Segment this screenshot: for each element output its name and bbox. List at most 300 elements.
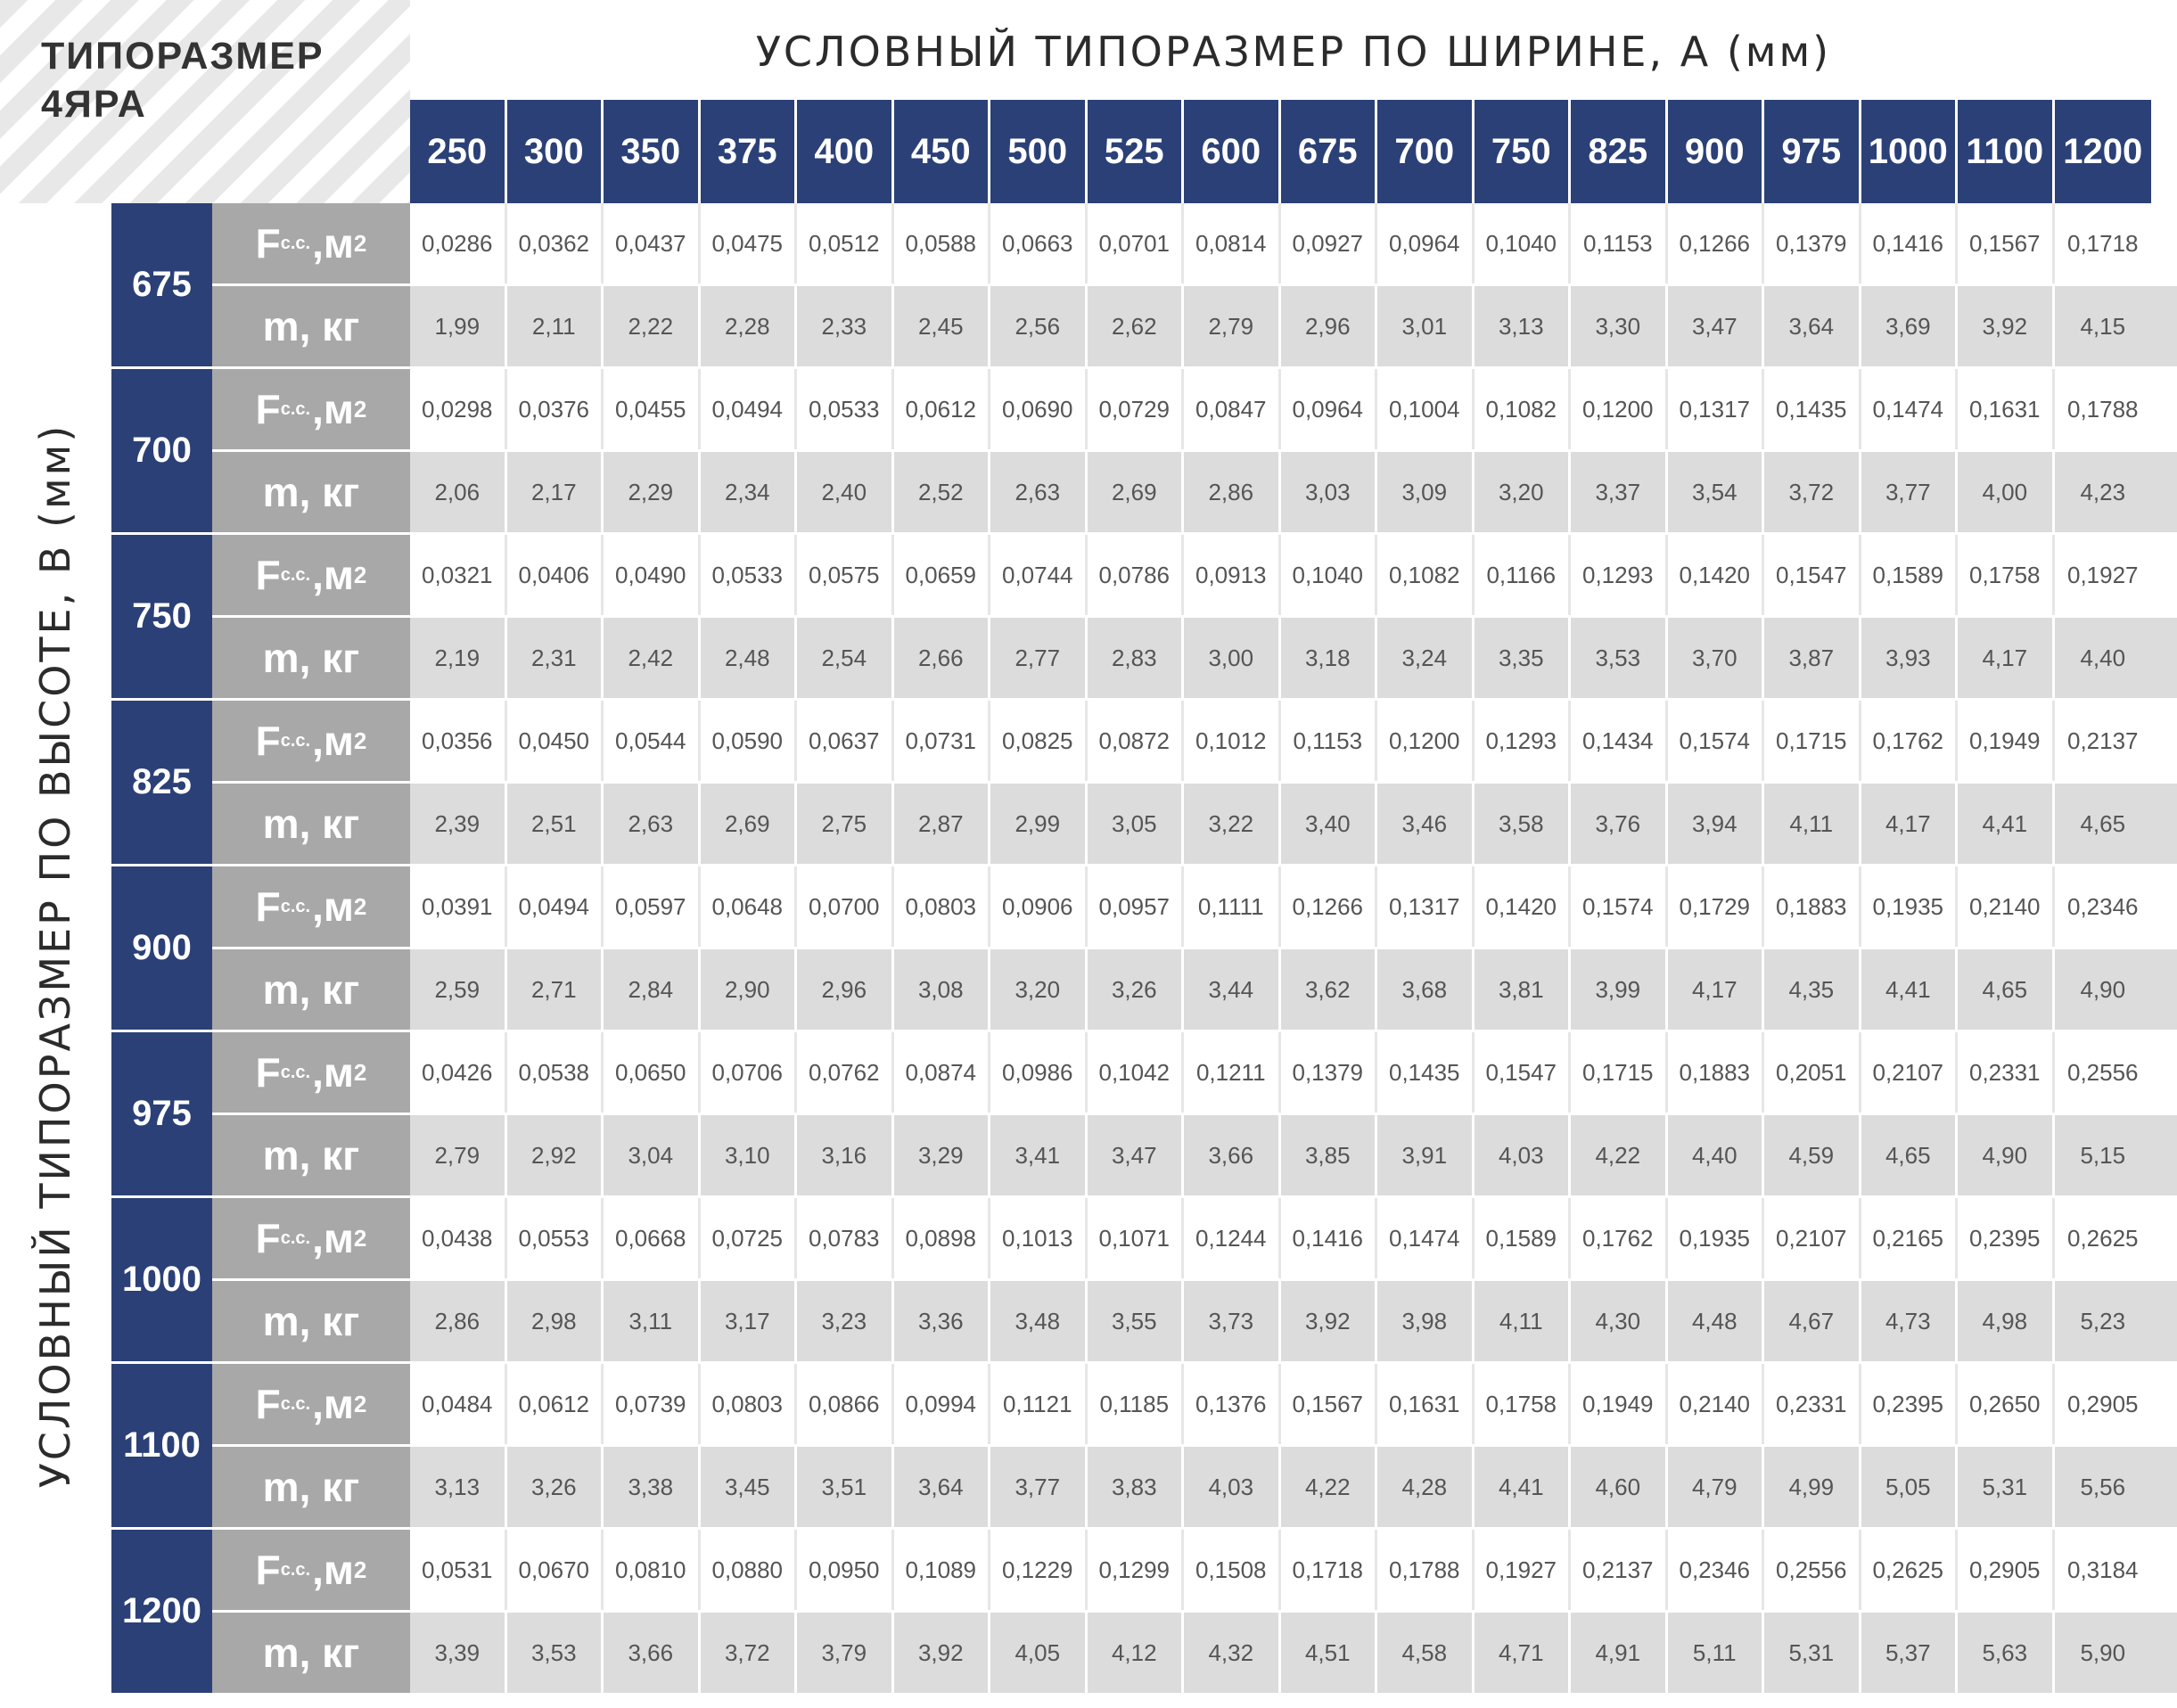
table-cell: 2,79 [410,1115,507,1195]
table-cell: 0,0590 [701,701,798,781]
table-cell: 3,62 [1281,949,1378,1030]
table-cell: 0,1589 [1475,1198,1572,1278]
area-param-label [212,369,410,449]
table-cell: 4,03 [1475,1115,1572,1195]
area-param-label [212,535,410,615]
table-cell: 5,31 [1764,1613,1861,1693]
table-cell: 0,2650 [1958,1364,2055,1444]
height-label: 975 [111,1032,212,1195]
table-cell: 0,1788 [2066,395,2139,423]
table-cell: 0,1935 [1861,866,1959,947]
param-label-part: с.с. [280,1062,311,1082]
table-cell: 4,40 [2080,644,2126,671]
table-cell: 0,1040 [1475,203,1572,283]
table-cell: 0,1883 [1764,866,1861,947]
table-cell: 0,0786 [1088,535,1185,615]
table-cell: 0,0512 [797,203,894,283]
height-label: 825 [111,701,212,864]
table-cell: 0,0450 [507,701,604,781]
table-cell: 3,39 [410,1613,507,1693]
table-cell: 0,0847 [1184,369,1281,449]
table-cell: 4,05 [990,1613,1088,1693]
table-cell: 0,1293 [1571,535,1668,615]
param-label-part: с.с. [280,730,311,751]
table-cell: 2,48 [701,618,798,698]
table-cell: 2,86 [410,1281,507,1361]
width-header-cell: 750 [1475,100,1572,203]
table-cell: 2,75 [797,784,894,864]
table-cell: 0,1042 [1088,1032,1185,1113]
mass-row [212,452,2177,532]
table-cell: 3,40 [1281,784,1378,864]
table-cell: 4,35 [1764,949,1861,1030]
table-cell: 3,64 [894,1447,991,1527]
table-cell: 2,69 [701,784,798,864]
table-cell: 0,1293 [1475,701,1572,781]
table-cell: 0,1379 [1281,1032,1378,1113]
param-label-part: ,м [312,718,354,764]
width-header-cell: 525 [1088,100,1185,203]
table-cell: 0,1416 [1861,203,1959,283]
area-row [212,369,2177,452]
table-cell: 0,1935 [1668,1198,1765,1278]
table-cell: 4,23 [2080,478,2126,505]
table-cell: 0,0362 [507,203,604,283]
table-cell: 3,26 [507,1447,604,1527]
mass-param-label: m, кг [212,618,410,698]
table-cell: 0,1718 [1281,1530,1378,1610]
mass-row [212,1281,2177,1361]
table-cell: 0,1574 [1668,701,1765,781]
table-cell: 3,04 [604,1115,701,1195]
table-cell: 0,2107 [1764,1198,1861,1278]
table-cell: 3,83 [1088,1447,1185,1527]
table-cell: 0,0406 [507,535,604,615]
table-cell: 3,22 [1184,784,1281,864]
area-row [212,535,2177,618]
table-cell: 2,40 [797,452,894,532]
table-cell: 2,87 [894,784,991,864]
table-cell: 3,10 [701,1115,798,1195]
table-cell: 0,2137 [1571,1530,1668,1610]
param-label-part: ,м [312,220,354,267]
table-cell: 3,92 [894,1613,991,1693]
table-cell: 0,1718 [2066,229,2139,257]
table-cell: 0,1012 [1184,701,1281,781]
table-cell: 0,0739 [604,1364,701,1444]
table-cell: 0,1715 [1571,1032,1668,1113]
table-cell: 0,1631 [1377,1364,1475,1444]
mass-row [212,784,2177,864]
table-cell: 0,1435 [1764,369,1861,449]
table-cell: 0,1715 [1764,701,1861,781]
mass-param-label: m, кг [212,949,410,1030]
mass-param-label: m, кг [212,286,410,366]
mass-param-label: m, кг [212,1447,410,1527]
table-cell: 3,17 [701,1281,798,1361]
table-cell: 0,2625 [2066,1224,2139,1252]
table-cell: 0,2395 [1861,1364,1959,1444]
height-group [111,1364,2177,1530]
table-cell: 0,0700 [797,866,894,947]
width-header-cell: 400 [797,100,894,203]
table-cell: 4,17 [1861,784,1959,864]
table-cell: 0,1883 [1668,1032,1765,1113]
table-cell: 4,30 [1571,1281,1668,1361]
table-cell: 3,37 [1571,452,1668,532]
table-cell: 3,79 [797,1613,894,1693]
area-row [212,701,2177,784]
table-cell: 3,00 [1184,618,1281,698]
table-cell: 0,0588 [894,203,991,283]
mass-param-label: m, кг [212,1281,410,1361]
param-label-part: с.с. [280,1228,311,1248]
table-cell: 2,86 [1184,452,1281,532]
table-cell: 3,18 [1281,618,1378,698]
table-cell: 4,40 [1668,1115,1765,1195]
table-cell: 5,37 [1861,1613,1959,1693]
table-cell: 3,05 [1088,784,1185,864]
table-cell: 3,35 [1475,618,1572,698]
table-cell: 3,46 [1377,784,1475,864]
table-cell: 0,1949 [1958,701,2055,781]
table-cell: 0,1211 [1184,1032,1281,1113]
table-cell: 4,60 [1571,1447,1668,1527]
table-cell: 0,0731 [894,701,991,781]
width-header-cell: 300 [507,100,604,203]
param-label-part: 2 [353,395,367,423]
table-cell: 0,2165 [1861,1198,1959,1278]
table-cell: 5,15 [2080,1141,2126,1169]
param-label-part: с.с. [280,1393,311,1414]
table-cell: 0,1166 [1475,535,1572,615]
table-cell: 3,47 [1668,286,1765,366]
table-cell: 0,0706 [701,1032,798,1113]
table-cell: 0,1758 [1958,535,2055,615]
table-cell: 0,1379 [1764,203,1861,283]
table-cell: 4,71 [1475,1613,1572,1693]
table-cell: 3,09 [1377,452,1475,532]
width-header-cell: 700 [1377,100,1475,203]
table-cell: 3,98 [1377,1281,1475,1361]
height-label: 750 [111,535,212,698]
table-cell: 2,77 [990,618,1088,698]
table-cell: 0,2905 [2066,1390,2139,1417]
table-cell: 0,1040 [1281,535,1378,615]
table-cell: 4,22 [1571,1115,1668,1195]
table-cell: 2,84 [604,949,701,1030]
table-cell: 3,20 [1475,452,1572,532]
mass-row [212,286,2177,366]
table-cell: 0,1200 [1377,701,1475,781]
table-cell: 3,76 [1571,784,1668,864]
table-cell: 0,1420 [1668,535,1765,615]
table-cell: 0,1121 [990,1364,1088,1444]
table-cell: 2,83 [1088,618,1185,698]
table-cell: 0,0553 [507,1198,604,1278]
width-header-cell: 975 [1764,100,1861,203]
table-cell: 3,13 [410,1447,507,1527]
table-cell: 3,13 [1475,286,1572,366]
table-cell: 4,90 [2080,975,2126,1003]
table-cell: 0,1244 [1184,1198,1281,1278]
table-cell: 0,2140 [1958,866,2055,947]
table-cell: 0,0880 [701,1530,798,1610]
table-cell: 0,0803 [894,866,991,947]
table-cell: 2,98 [507,1281,604,1361]
area-param-label [212,203,410,283]
table-cell: 3,45 [701,1447,798,1527]
table-cell: 0,2905 [1958,1530,2055,1610]
table-cell: 2,51 [507,784,604,864]
table-cell: 3,03 [1281,452,1378,532]
table-cell: 3,81 [1475,949,1572,1030]
table-cell: 0,1416 [1281,1198,1378,1278]
table-cell: 4,73 [1861,1281,1959,1361]
table-cell: 0,0866 [797,1364,894,1444]
table-cell: 0,2625 [1861,1530,1959,1610]
param-label-part: ,м [312,1547,354,1593]
table-cell: 0,1111 [1184,866,1281,947]
table-cell: 3,92 [1281,1281,1378,1361]
param-label-part: 2 [353,229,367,257]
param-label-part: F [255,1381,281,1427]
table-cell: 0,0927 [1281,203,1378,283]
table-cell: 0,0825 [990,701,1088,781]
table-cell: 0,1547 [1475,1032,1572,1113]
table-cell: 5,11 [1668,1613,1765,1693]
table-cell: 2,11 [507,286,604,366]
table-cell: 0,0986 [990,1032,1088,1113]
height-group [111,203,2177,369]
table-cell: 3,23 [797,1281,894,1361]
table-cell: 4,00 [1958,452,2055,532]
width-header-cell: 1200 [2055,100,2152,203]
table-cell: 3,66 [604,1613,701,1693]
table-cell: 2,29 [604,452,701,532]
param-label-part: 2 [353,1556,367,1583]
param-label-part: F [255,1547,281,1593]
table-cell: 2,90 [701,949,798,1030]
table-cell: 0,1317 [1668,369,1765,449]
width-header-cell: 675 [1281,100,1378,203]
area-row [212,203,2177,286]
height-label: 675 [111,203,212,366]
table-cell: 3,51 [797,1447,894,1527]
table-cell: 0,0668 [604,1198,701,1278]
table-cell: 0,1567 [1958,203,2055,283]
table-cell: 3,24 [1377,618,1475,698]
table-cell: 2,66 [894,618,991,698]
table-cell: 0,0744 [990,535,1088,615]
table-cell: 0,0475 [701,203,798,283]
table-cell: 0,2346 [1668,1530,1765,1610]
table-cell: 0,0872 [1088,701,1185,781]
table-cell: 0,0913 [1184,535,1281,615]
table-cell: 0,1949 [1571,1364,1668,1444]
table-cell: 2,56 [990,286,1088,366]
table-cell: 0,0650 [604,1032,701,1113]
table-cell: 0,1927 [2066,561,2139,588]
table-cell: 0,0810 [604,1530,701,1610]
param-label-part: 2 [353,561,367,588]
table-cell: 3,93 [1861,618,1959,698]
table-cell: 0,1089 [894,1530,991,1610]
table-cell: 0,0438 [410,1198,507,1278]
table-cell: 3,91 [1377,1115,1475,1195]
height-label: 1200 [111,1530,212,1693]
width-header-cell: 350 [604,100,701,203]
table-cell: 0,0783 [797,1198,894,1278]
table-cell: 0,1474 [1377,1198,1475,1278]
table-cell: 0,1229 [990,1530,1088,1610]
table-cell: 0,0906 [990,866,1088,947]
param-label-part: 2 [353,892,367,920]
table-cell: 0,0286 [410,203,507,283]
table-cell: 3,30 [1571,286,1668,366]
area-param-label [212,866,410,947]
table-cell: 0,2556 [2066,1058,2139,1086]
table-cell: 2,69 [1088,452,1185,532]
table-cell: 4,41 [1861,949,1959,1030]
table-cell: 3,92 [1958,286,2055,366]
table-cell: 0,2395 [1958,1198,2055,1278]
table-cell: 0,0531 [410,1530,507,1610]
height-label: 1100 [111,1364,212,1527]
table-cell: 0,1631 [1958,369,2055,449]
table-cell: 4,99 [1764,1447,1861,1527]
area-param-label [212,1032,410,1113]
table-cell: 0,0376 [507,369,604,449]
table-cell: 0,1788 [1377,1530,1475,1610]
table-cell: 2,22 [604,286,701,366]
param-label-part: 2 [353,1224,367,1252]
table-cell: 0,0898 [894,1198,991,1278]
table-cell: 4,65 [2080,809,2126,837]
table-cell: 4,15 [2080,312,2126,340]
table-cell: 4,32 [1184,1613,1281,1693]
table-cell: 5,56 [2080,1473,2126,1500]
area-param-label [212,1530,410,1610]
width-header-cell: 500 [990,100,1088,203]
param-label-part: ,м [312,1215,354,1261]
table-cell: 4,11 [1475,1281,1572,1361]
table-cell: 5,63 [1958,1613,2055,1693]
table-cell: 0,1420 [1475,866,1572,947]
table-cell: 0,0533 [797,369,894,449]
table-cell: 0,0964 [1377,203,1475,283]
table-cell: 4,59 [1764,1115,1861,1195]
table-cell: 3,08 [894,949,991,1030]
table-cell: 0,0637 [797,701,894,781]
table-cell: 0,0701 [1088,203,1185,283]
table-cell: 0,2107 [1861,1032,1959,1113]
table-cell: 3,69 [1861,286,1959,366]
table-cell: 0,1013 [990,1198,1088,1278]
table-cell: 0,1266 [1668,203,1765,283]
table-cell: 0,0729 [1088,369,1185,449]
table-cell: 2,39 [410,784,507,864]
table-cell: 2,06 [410,452,507,532]
table-cell: 0,1153 [1571,203,1668,283]
table-cell: 2,79 [1184,286,1281,366]
table-cell: 2,99 [990,784,1088,864]
table-cell: 1,99 [410,286,507,366]
table-cell: 0,1574 [1571,866,1668,947]
table-cell: 0,1547 [1764,535,1861,615]
table-cell: 4,17 [1668,949,1765,1030]
area-row [212,1032,2177,1115]
mass-param-label: m, кг [212,452,410,532]
table-cell: 3,58 [1475,784,1572,864]
area-row [212,866,2177,949]
mass-row [212,949,2177,1030]
table-cell: 3,94 [1668,784,1765,864]
table-cell: 0,0597 [604,866,701,947]
param-label-part: с.с. [280,896,311,916]
mass-row [212,618,2177,698]
table-cell: 3,68 [1377,949,1475,1030]
table-cell: 0,1200 [1571,369,1668,449]
param-label-part: ,м [312,1049,354,1096]
size-type-title: ТИПОРАЗМЕР 4ЯРА [41,35,324,126]
table-cell: 4,90 [1958,1115,2055,1195]
table-cell: 0,0670 [507,1530,604,1610]
table-cell: 0,0437 [604,203,701,283]
table-cell: 0,0391 [410,866,507,947]
table-cell: 0,0533 [701,535,798,615]
table-cell: 5,90 [2080,1638,2126,1666]
height-axis-title-wrap [0,203,111,1708]
table-cell: 2,63 [604,784,701,864]
table-cell: 2,92 [507,1115,604,1195]
table-cell: 4,65 [1958,949,2055,1030]
table-cell: 4,17 [1958,618,2055,698]
table-cell: 3,48 [990,1281,1088,1361]
height-group [111,369,2177,535]
width-header-cell: 375 [701,100,798,203]
table-cell: 5,31 [1958,1447,2055,1527]
table-cell: 0,1729 [1668,866,1765,947]
table-cell: 0,0490 [604,535,701,615]
width-header-cell: 1100 [1958,100,2055,203]
table-cell: 0,0690 [990,369,1088,449]
table-cell: 4,41 [1958,784,2055,864]
data-table [111,203,2177,1696]
table-cell: 2,31 [507,618,604,698]
table-cell: 4,98 [1958,1281,2055,1361]
table-cell: 0,3184 [2066,1556,2139,1583]
param-label-part: с.с. [280,1559,311,1580]
table-cell: 0,0426 [410,1032,507,1113]
table-cell: 2,33 [797,286,894,366]
width-header-cell: 450 [894,100,991,203]
height-group [111,866,2177,1032]
table-cell: 4,11 [1764,784,1861,864]
table-cell: 4,51 [1281,1613,1378,1693]
param-label-part: F [255,1215,281,1261]
width-axis-title: УСЛОВНЫЙ ТИПОРАЗМЕР ПО ШИРИНЕ, А (мм) [755,28,1832,76]
table-cell: 0,1508 [1184,1530,1281,1610]
table-cell: 0,0762 [797,1032,894,1113]
table-cell: 2,17 [507,452,604,532]
param-label-part: ,м [312,883,354,930]
table-cell: 0,1435 [1377,1032,1475,1113]
table-cell: 4,67 [1764,1281,1861,1361]
param-label-part: F [255,1049,281,1096]
table-cell: 0,0659 [894,535,991,615]
width-header-row [410,100,2151,203]
